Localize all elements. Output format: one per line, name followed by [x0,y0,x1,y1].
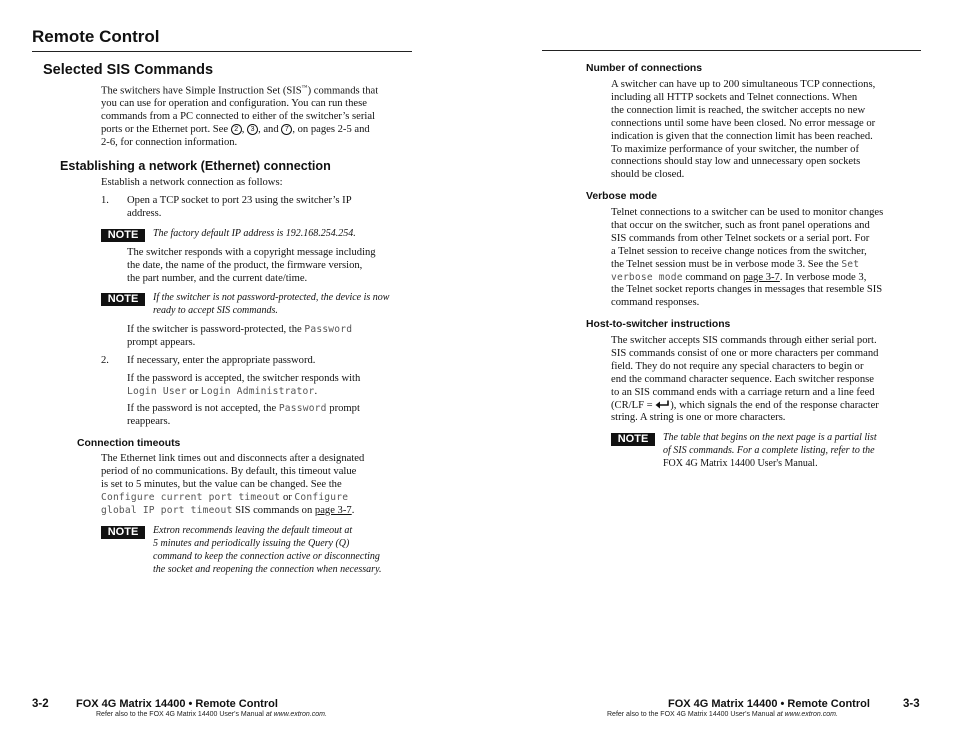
verbose-mode-heading: Verbose mode [586,191,658,202]
footer-reference-right: Refer also to the FOX 4G Matrix 14400 User's Manual at www.extron.com. [607,711,838,718]
note-badge: NOTE [101,526,145,539]
trademark-symbol: ™ [301,85,308,91]
note-default-timeout: Extron recommends leaving the default timeout at 5 minutes and periodically issuing the Query (Q) command to keep the connection active or disconnecting the socket and reopening the connection when necessary. [153,525,382,575]
code-login-user: Login User [127,385,187,397]
step-2-text: If necessary, enter the appropriate password. [127,355,316,366]
step-1-number: 1. [101,195,109,206]
extron-url[interactable]: www.extron.com. [784,711,838,718]
callout-circle-7: 7 [281,124,292,135]
number-of-connections-heading: Number of connections [586,63,703,74]
code-password: Password [278,403,327,414]
page-3-7-link[interactable]: page 3-7 [314,504,352,516]
code-set: Set [841,258,860,270]
note-factory-ip: The factory default IP address is 192.168.254.254. [153,228,356,239]
code-password: Password [304,324,353,335]
callout-circle-3: 3 [247,124,258,135]
chapter-title: Remote Control [32,27,160,46]
header-rule-left [32,51,412,52]
establish-intro: Establish a network connection as follows: [101,177,283,188]
connection-timeouts-heading: Connection timeouts [77,438,181,449]
enter-arrow-icon [655,400,670,409]
footer-title-right: FOX 4G Matrix 14400 • Remote Control [668,698,870,710]
intro-paragraph: The switchers have Simple Instruction Set (SIS™) commands that you can use for operation and configuration. You can run these commands from a PC connected to either of the switcher’s serial ports or the Ethernet port. See 2 , 3 , and 7 , on pages 2-5 and 2-6, for connection information. [101,85,379,149]
subsection-title: Establishing a network (Ethernet) connection [60,159,331,173]
page-3-7-link[interactable]: page 3-7 [743,271,780,283]
note-badge: NOTE [101,293,145,306]
footer-title-left: FOX 4G Matrix 14400 • Remote Control [76,698,278,710]
note-badge: NOTE [611,433,655,446]
verbose-paragraph: Telnet connections to a switcher can be used to monitor changes that occur on the switcher, such as front panel operations and SIS commands from other Telnet sockets or a serial port. For a Telnet session to receive change notices from the switcher, the Telnet session must be in verbose mode 3. See the Set verbose mode command on page 3-7. In verbose mode 3, the Telnet socket reports changes in messages that resemble SIS command responses. [611,207,884,309]
note-not-password-protected: If the switcher is not password-protected, the device is now ready to accept SIS commands. [153,292,390,316]
code-configure-current-port-timeout: Configure current port timeout [101,491,281,503]
footer-reference-left: Refer also to the FOX 4G Matrix 14400 User's Manual at www.extron.com. [96,711,327,718]
extron-url[interactable]: www.extron.com. [273,711,327,718]
page-number-left: 3-2 [32,698,49,710]
connections-paragraph: A switcher can have up to 200 simultaneous TCP connections, including all HTTP sockets and Telnet connections. When the connection limit is reached, the switcher accepts no new connections until some have been closed. No error message or indication is given that the connection limit has been reached. To maximize performance of your switcher, the number of connections should stay low and unnecessary open sockets should be closed. [611,79,876,181]
timeouts-paragraph: The Ethernet link times out and disconnects after a designated period of no communications. By default, this timeout value is set to 5 minutes, but the value can be changed. See the Configure current port timeout or Configure global IP port timeout SIS commands on page 3-7. [101,453,365,516]
note-badge: NOTE [101,229,145,242]
step-1-text: Open a TCP socket to port 23 using the switcher’s IP address. [127,195,352,219]
step-2-number: 2. [101,355,109,366]
password-rejected-paragraph: If the password is not accepted, the Password prompt reappears. [127,403,360,427]
page-number-right: 3-3 [903,698,920,710]
code-verbose-mode: verbose mode [611,271,683,283]
copyright-paragraph: The switcher responds with a copyright message including the date, the name of the product, the firmware version, the part number, and the current date/time. [127,247,376,284]
section-title: Selected SIS Commands [43,62,214,78]
header-rule-right [542,50,921,51]
password-accepted-paragraph: If the password is accepted, the switcher responds with Login User or Login Administrator. [127,373,361,397]
password-protected-paragraph: If the switcher is password-protected, the Password prompt appears. [127,324,353,348]
note-partial-list: The table that begins on the next page is a partial list of SIS commands. For a complete listing, refer to the FOX 4G Matrix 14400 User's Manual. [663,432,877,469]
host-to-switcher-heading: Host-to-switcher instructions [586,319,731,330]
code-global-ip-port-timeout: global IP port timeout [101,504,233,516]
code-login-administrator: Login Administrator [200,385,315,397]
callout-circle-2: 2 [231,124,242,135]
host-paragraph: The switcher accepts SIS commands through either serial port. SIS commands consist of one or more characters per command field. They do not require any special characters to begin or end the command character sequence. Each switcher response to an SIS command ends with a carriage return and a line feed (CR/LF = ), which signals the end of the response character string. A string is one or more characters. [611,335,879,424]
code-configure: Configure [294,491,349,503]
